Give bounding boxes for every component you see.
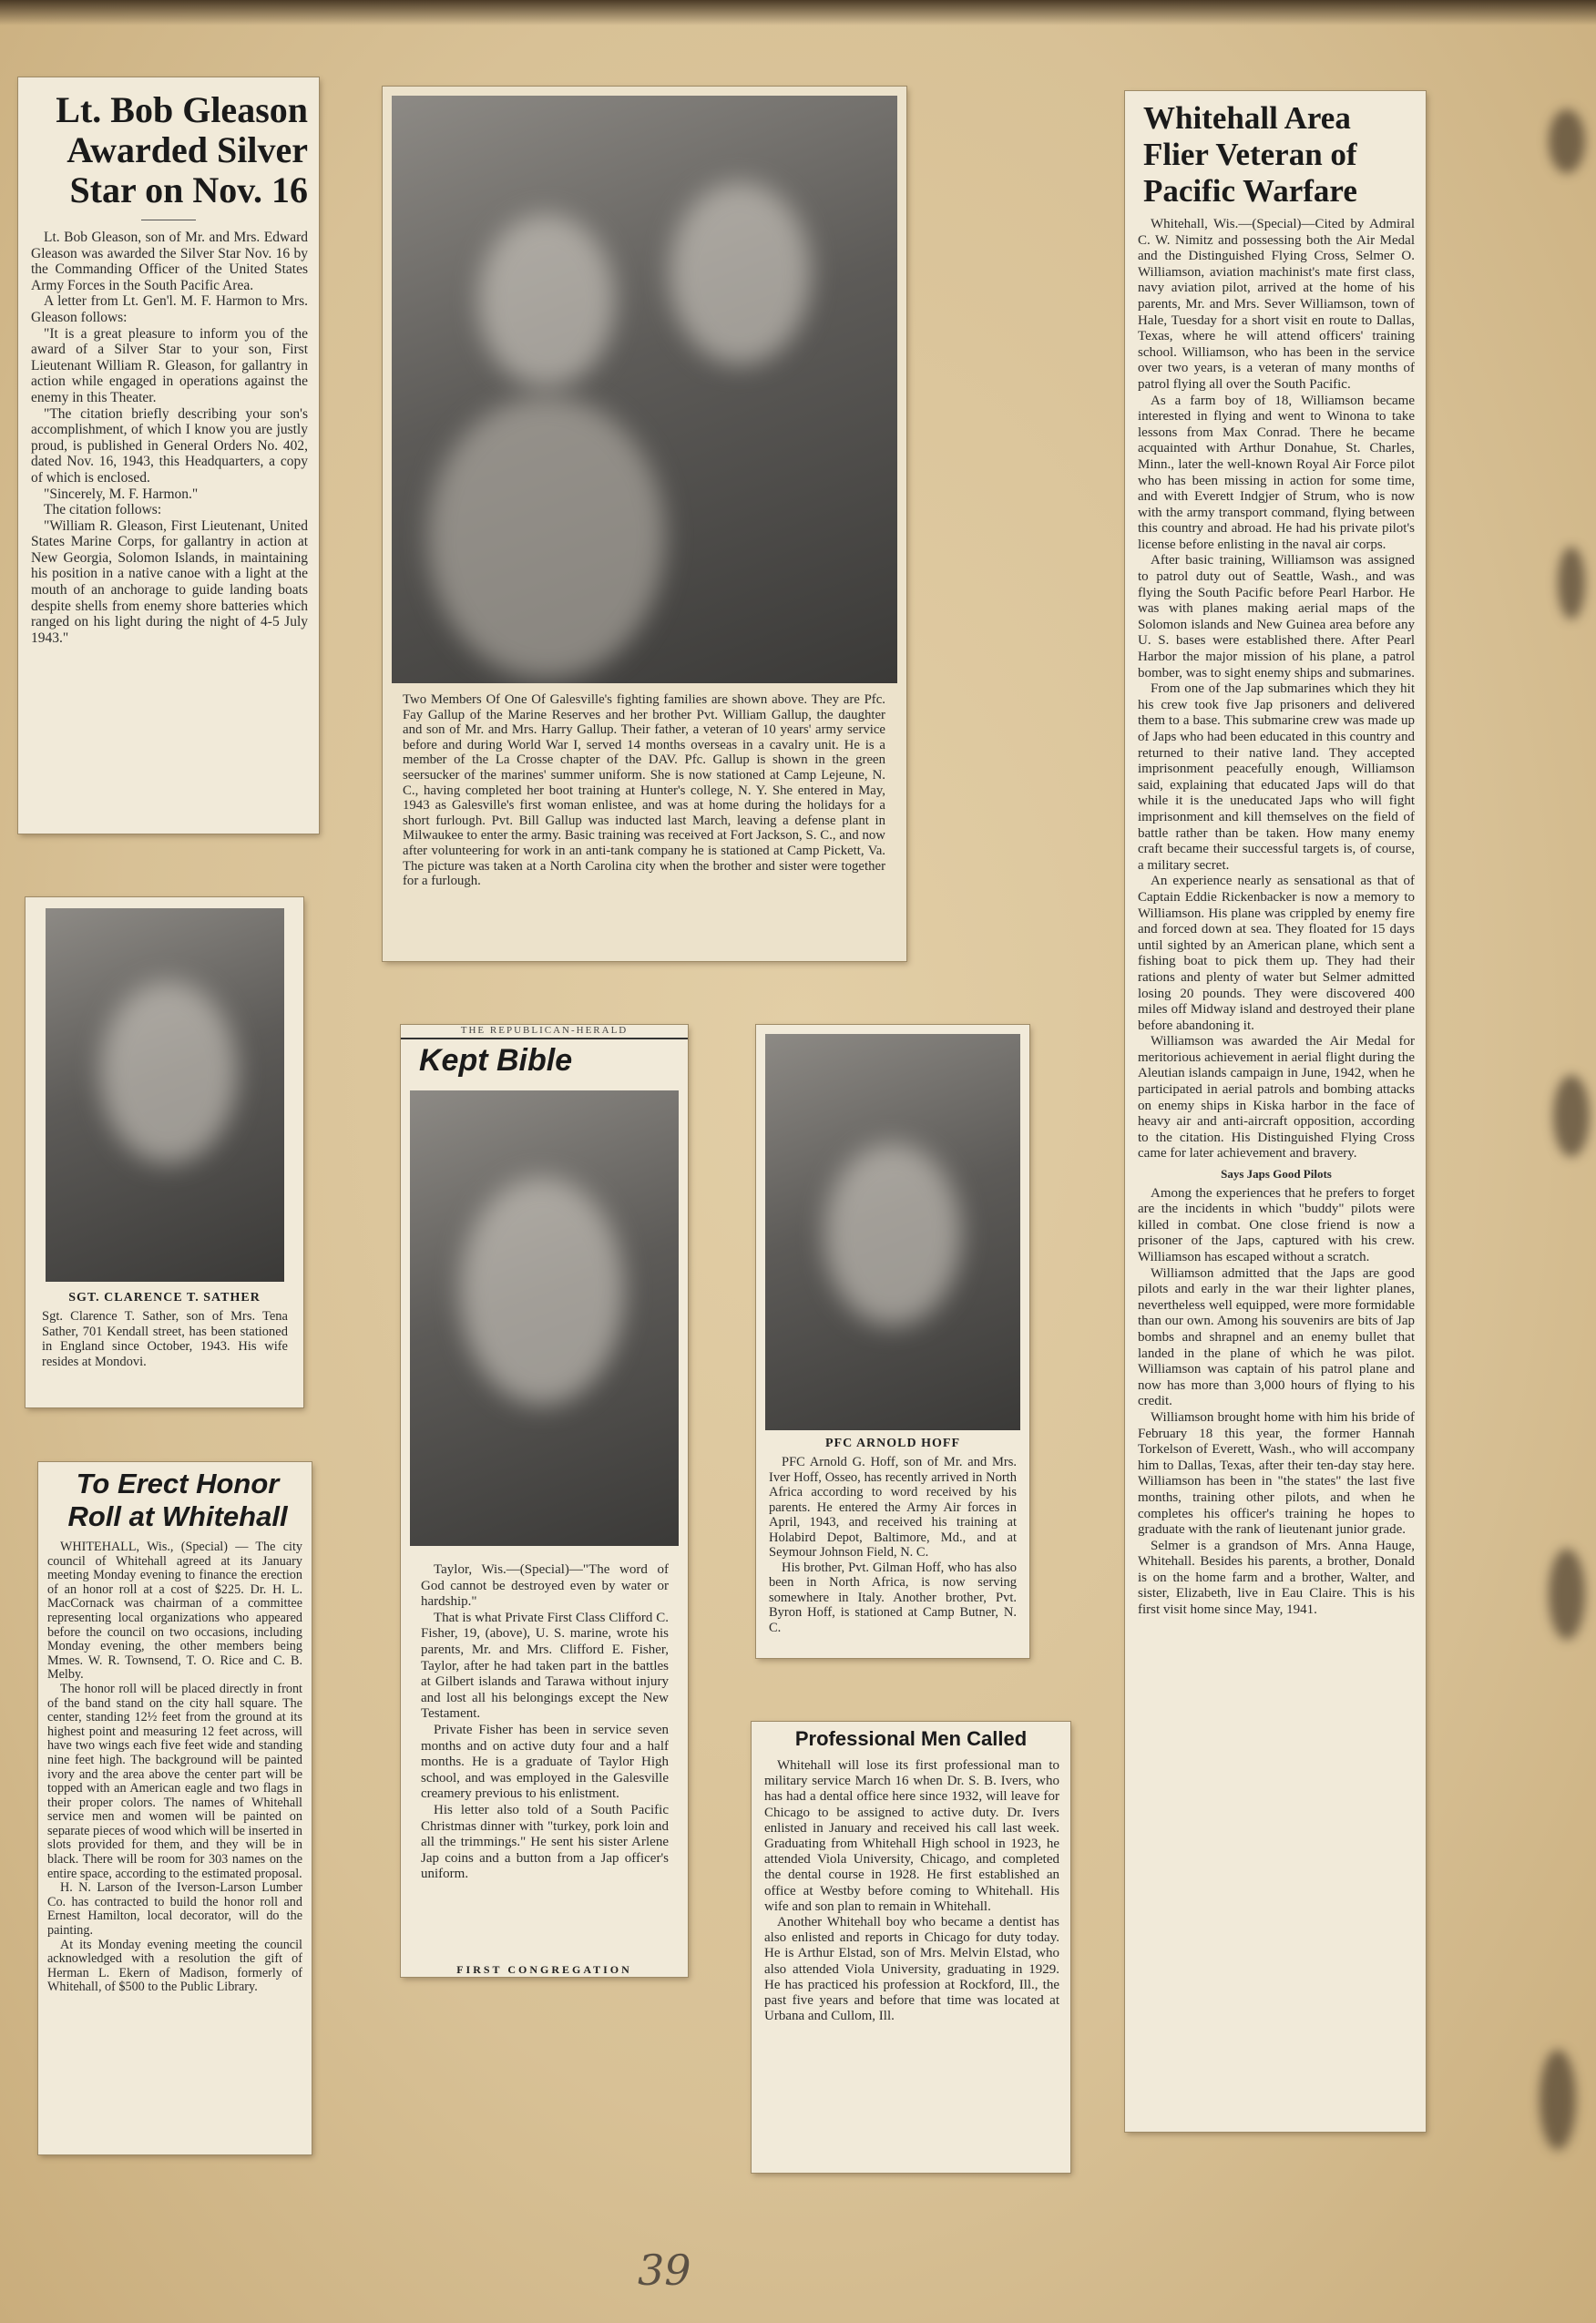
- kept-bible-clipping: [401, 1025, 688, 1977]
- hoff-body: [769, 1455, 1017, 1635]
- paragraph: "William R. Gleason, First Lieutenant, United States Marine Corps, for gallantry in action at New Georgia, Solomon Islands, in maintaining his position in a native canoe with a light at the mouth of an anchorage to guide landing boats despite shells from enemy shore batteries which ranged on his light during the night of 4-5 July 1943.": [31, 517, 308, 646]
- whitehall-flier-headline: Whitehall Area Flier Veteran of Pacific Warfare: [1143, 100, 1357, 209]
- paragraph: Taylor, Wis.—(Special)—"The word of God cannot be destroyed even by water or hardship.": [421, 1562, 669, 1610]
- paragraph: Lt. Bob Gleason, son of Mr. and Mrs. Edward Gleason was awarded the Silver Star Nov. 16 by the Commanding Officer of the United States Army Forces in the South Pacific Area.: [31, 230, 308, 293]
- photo-highlight: [100, 981, 237, 1163]
- photo-highlight: [478, 214, 615, 387]
- gallup-clipping: [383, 87, 906, 961]
- professional-clipping: [752, 1722, 1070, 2173]
- paragraph: The honor roll will be placed directly in front of the band stand on the city hall square. The center, standing 12½ feet from the ground at its highest point and measuring 12 feet across, will have two wings each five feet wide and standing nine feet high. The background will be painted ivory and the area above the center part will be topped with an American eagle and two flags in their proper colors. The names of Whitehall service men and women will be painted on separate pieces of wood which will be inserted in slots provided for them, and they will be in black. There will be room for 303 names on the entire space, according to the estimated proposal.: [47, 1681, 302, 1881]
- paragraph: His letter also told of a South Pacific Christmas dinner with "turkey, pork loin and all the trimmings." He sent his sister Arlene Jap coins and a button from a Jap officer's uniform.: [421, 1802, 669, 1882]
- page-number: 39: [638, 2246, 691, 2295]
- professional-body: [752, 1753, 1070, 2024]
- sather-photo: [46, 908, 284, 1282]
- hoff-photo: [765, 1034, 1020, 1430]
- paragraph: From one of the Jap submarines which they hit his crew took five Jap prisoners and delivered them to a base. This submarine crew was made up of Japs who had been educated in this country and returned to their native land. They accepted imprisonment peacefully enough, Williamson said, explaining that educated Japs will do that while it is the uneducated Japs who will fight imprisonment and kill themselves on the field of battle rather than be taken. How many enemy craft became their successful targets is, of course, a military secret.: [1138, 681, 1415, 873]
- paragraph: An experience nearly as sensational as that of Captain Eddie Rickenbacker is now a memory to Williamson. His plane was crippled by enemy fire and forced down at sea. They floated for 15 days until sighted by an American plane, which sent a fishing boat to pick them up. They had their rations and plenty of water but Selmer admitted losing 20 pounds. They were discovered 400 miles off Midway island and destroyed their plane before abandoning it.: [1138, 874, 1415, 1033]
- paragraph: "It is a great pleasure to inform you of the award of a Silver Star to your son, First Lieutenant William R. Gleason, for gallantry in action while engaged in operations against the enemy in this Theater.: [31, 325, 308, 405]
- photo-highlight: [824, 1143, 961, 1325]
- whitehall-flier-body: [1125, 213, 1426, 1619]
- fisher-photo: [410, 1090, 679, 1546]
- burn-mark: [1549, 109, 1585, 173]
- footer-fragment: FIRST CONGREGATION: [456, 1963, 632, 1976]
- sather-caption: Sgt. Clarence T. Sather, son of Mrs. Tena Sather, 701 Kendall street, has been stationed in England since October, 1943. His wife resides at Mondovi.: [42, 1309, 288, 1369]
- subhead: Says Japs Good Pilots: [1221, 1167, 1332, 1182]
- burn-mark: [1549, 1549, 1585, 1640]
- paragraph: "Sincerely, M. F. Harmon.": [44, 486, 199, 502]
- photo-highlight: [670, 182, 811, 364]
- gleason-clipping: [18, 77, 319, 834]
- paragraph: That is what Private First Class Clifford C. Fisher, 19, (above), U. S. marine, wrote his parents, Mr. and Mrs. Clifford E. Fisher, Taylor, after he had taken part in the battles at Gilbert islands and Tarawa without injury and lost all his belongings except the New Testament.: [421, 1610, 669, 1722]
- paragraph: PFC Arnold G. Hoff, son of Mr. and Mrs. Iver Hoff, Osseo, has recently arrived in North Africa according to word received by his parents. He entered the Army Air forces in April, 1943, and received his training at Holabird Depot, Baltimore, Md., and at Seymour Johnson Field, N. C.: [769, 1455, 1017, 1560]
- paragraph: After basic training, Williamson was assigned to patrol duty out of Seattle, Wash., and was flying the South Pacific before Pearl Harbor. He was with planes making aerial maps of the Solomon islands and New Guinea area before any U. S. bases were established there. After Pearl Harbor the major mission of his plane, a patrol bomber, was to sight enemy ships and submarines.: [1138, 553, 1415, 681]
- professional-headline: Professional Men Called: [794, 1727, 1028, 1750]
- paragraph: His brother, Pvt. Gilman Hoff, who has also been in North Africa, is now serving somewhere in Italy. Another brother, Pvt. Byron Hoff, is stationed at Camp Butner, N. C.: [769, 1560, 1017, 1635]
- paragraph: Whitehall will lose its first professional man to military service March 16 when Dr. S. B. Ivers, who has had a dental office here since 1932, will leave for Chicago to be assigned to active duty. Dr. Ivers enlisted in January and received his call last week. Graduating from Whitehall High school in 1923, he attended Viola University, Chicago, and completed the dental course in 1928. He first established an office at Westby before coming to Whitehall. His wife and son plan to remain in Whitehall.: [764, 1758, 1059, 1914]
- sather-clipping: [26, 897, 303, 1407]
- photo-highlight: [460, 1177, 624, 1405]
- burn-mark: [1553, 1075, 1590, 1157]
- gleason-body: [18, 230, 319, 646]
- whitehall-flier-clipping: [1125, 91, 1426, 2132]
- honor-roll-clipping: [38, 1462, 312, 2154]
- paragraph: Williamson admitted that the Japs are good pilots and early in the war their lighter planes, nevertheless well equipped, were more formidable than our own. Among his souvenirs are bits of Jap bombs and shrapnel and an enemy bullet that landed in the plane of which he was pilot. Williamson was captain of his patrol plane and now has more than 3,000 hours of flying to his credit.: [1138, 1265, 1415, 1409]
- honor-roll-body: [38, 1533, 312, 1995]
- gleason-headline: Lt. Bob Gleason Awarded Silver Star on Nov. 16: [56, 89, 308, 210]
- paragraph: WHITEHALL, Wis., (Special) — The city council of Whitehall agreed at its January meeting Monday evening to finance the erection of an honor roll at a cost of $225. Dr. H. L. MacCornack was chairman of a committee representing local organizations who appeared before the council on two occasions, including Monday evening, the other members being Mmes. W. R. Townsend, T. O. Rice and C. B. Melby.: [47, 1540, 302, 1683]
- paragraph: As a farm boy of 18, Williamson became interested in flying and went to Winona to take lessons from Max Conrad. There he became acquainted with Arthur Donahue, St. Charles, Minn., later the well-known Royal Air Force pilot who has been missing in action for some time, and with Everett Indgjer of Strum, who is now with the army transport command, flying between this country and abroad. He had his private pilot's license before enlisting in the naval air corps.: [1138, 393, 1415, 552]
- kept-bible-body: [421, 1562, 669, 1883]
- paragraph: Selmer is a grandson of Mrs. Anna Hauge, Whitehall. Besides his parents, a brother, Donald is on the home farm and a brother, Walter, and sister, Elizabeth, live in Eau Claire. This is his first visit home since May, 1941.: [1138, 1538, 1415, 1618]
- burn-mark: [1558, 547, 1585, 619]
- gallup-photo: [392, 96, 897, 683]
- kept-bible-headline: Kept Bible: [419, 1043, 573, 1078]
- photo-highlight: [428, 396, 665, 679]
- paragraph: The citation follows:: [44, 502, 162, 518]
- burned-top-edge: [0, 0, 1596, 26]
- paragraph: A letter from Lt. Gen'l. M. F. Harmon to Mrs. Gleason follows:: [31, 293, 308, 325]
- gallup-caption: Two Members Of One Of Galesville's fighting families are shown above. They are Pfc. Fay Gallup of the Marine Reserves and her brother Pvt. William Gallup, the daughter and son of Mr. and Mrs. Harry Gallup. Their father, a veteran of 10 years' army service before and during World War I, served 14 months overseas in a cavalry unit. He is a member of the La Crosse chapter of the DAV. Pfc. Gallup is shown in the green seersucker of the marines' summer uniform. She is now stationed at Camp Lejeune, N. C., having completed her boot training at Hunter's college, N. Y. She entered in May, 1943 as Galesville's first woman enlistee, and was at home during the holidays for a short furlough. Pvt. Bill Gallup was inducted last March, leaving a defense plant in Milwaukee to enter the army. Basic training was received at Fort Jackson, S. C., and now after volunteering for work in an anti-tank company he is stationed at Camp Pickett, Va. The picture was taken at a North Carolina city when the brother and sister were together for a furlough.: [403, 692, 885, 889]
- paragraph: Private Fisher has been in service seven months and on active duty four and a half months. He is a graduate of Taylor High school, and was employed in the Galesville creamery previous to his enlistment.: [421, 1722, 669, 1802]
- burn-mark: [1540, 2050, 1576, 2150]
- hoff-clipping: [756, 1025, 1029, 1658]
- paragraph: "The citation briefly describing your son's accomplishment, of which I know you are justly proud, is published in General Orders No. 402, dated Nov. 16, 1943, this Headquarters, a copy of which is enclosed.: [31, 405, 308, 486]
- paragraph: Among the experiences that he prefers to forget are the incidents in which "buddy" pilots were killed in combat. One close friend is now a prisoner of the Japs, captured with his crew. Williamson has escaped without a scratch.: [1138, 1185, 1415, 1264]
- paragraph: Williamson was awarded the Air Medal for meritorious achievement in aerial flight during the Aleutian islands campaign in June, 1942, when he participated in aerial patrols and bombing attacks on enemy ships in Kiska harbor in the face of heavy air and anti-aircraft opposition, according to the citation. His Distinguished Flying Cross came for later achievement and bravery.: [1138, 1034, 1415, 1162]
- sather-title: SGT. CLARENCE T. SATHER: [68, 1291, 261, 1305]
- honor-roll-headline: To Erect Honor Roll at Whitehall: [67, 1468, 288, 1532]
- masthead-fragment: THE REPUBLICAN-HERALD: [401, 1025, 688, 1039]
- paragraph: H. N. Larson of the Iverson-Larson Lumber Co. has contracted to build the honor roll and Ernest Hamilton, local decorator, will do the painting.: [47, 1880, 302, 1939]
- hoff-title: PFC ARNOLD HOFF: [825, 1437, 960, 1450]
- paragraph: At its Monday evening meeting the council acknowledged with a resolution the gift of Herman L. Ekern of Madison, formerly of Whitehall, of $500 to the Public Library.: [47, 1937, 302, 1995]
- paragraph: Williamson brought home with him his bride of February 18 this year, the former Hannah Torkelson of Everett, Wash., who will accompany him to Dallas, Texas, after their ten-day stay here. Williamson has been in "the states" the last five months, training other pilots, and when he completes his officer's training he hopes to graduate with the rank of lieutenant junior grade.: [1138, 1409, 1415, 1538]
- paragraph: Whitehall, Wis.—(Special)—Cited by Admiral C. W. Nimitz and possessing both the Air Medal and the Distinguished Flying Cross, Selmer O. Williamson, aviation machinist's mate first class, navy aviation pilot, arrived at the home of his parents, Mr. and Mrs. Sever Williamson, town of Hale, Tuesday for a short visit en route to Dallas, Texas, where he will attend officers' training school. Williamson, who has been in the service over two years, is a veteran of many months of patrol flying all over the South Pacific.: [1138, 217, 1415, 392]
- paragraph: Another Whitehall boy who became a dentist has also enlisted and reports in Chicago for duty today. He is Arthur Elstad, son of Mrs. Melvin Elstad, who also attended Viola University, graduating in 1929. He has practiced his profession at Rockford, Ill., the past five years and before that time was located at Urbana and Cullom, Ill.: [764, 1915, 1059, 2024]
